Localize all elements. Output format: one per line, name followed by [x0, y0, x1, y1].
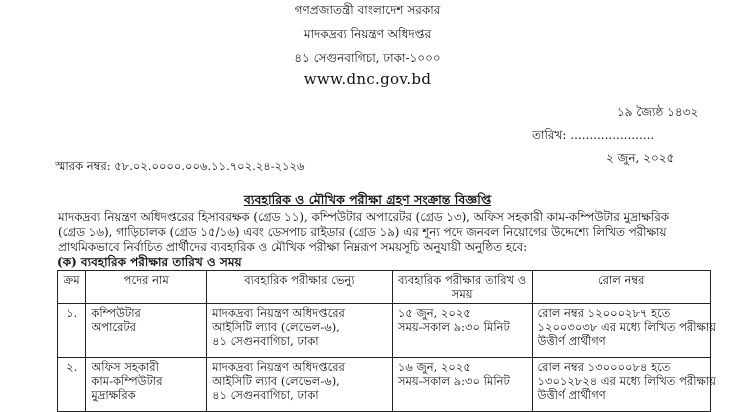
venue-line: আইসিটি ল্যাব (লেভেল-৬), — [212, 320, 340, 334]
roll-cell — [532, 304, 716, 358]
roll-line: রোল নম্বর ১৩০০০০৮৪ হতে — [537, 360, 671, 374]
roll-line: উত্তীর্ণ প্রার্থীগণ — [537, 388, 606, 402]
venue-line: মাদকদ্রব্য নিয়ন্ত্রণ অধিদপ্তরের — [212, 306, 345, 320]
header-date-time: ব্যবহারিক পরীক্ষার তারিখ ও সময় — [392, 271, 532, 304]
header-venue: ব্যবহারিক পরীক্ষার ভেন্যু — [207, 271, 393, 304]
post-line: অফিস সহকারী — [91, 360, 159, 374]
post-cell — [86, 358, 207, 412]
bangla-date: ১৯ জ্যৈষ্ঠ ১৪৩২ — [617, 105, 699, 119]
table-row — [58, 304, 711, 358]
post-line: মুদ্রাক্ষরিক — [91, 388, 136, 402]
roll-line: ১৩০১২৮২৪ এর মধ্যে লিখিত পরীক্ষায় — [537, 374, 716, 388]
roll-line: উত্তীর্ণ প্রার্থীগণ — [537, 334, 606, 348]
body-line-1: মাদকদ্রব্য নিয়ন্ত্রণ অধিদপ্তরের হিসাবরক্ষক (গ্রেড ১১), কম্পিউটার অপারেটর (গ্রেড ১৩), অফিস সহকারী কাম-কম্পিউটার মুদ্রাক্ষরিক — [58, 210, 669, 224]
roll-line: রোল নম্বর ১২০০০২৮৭ হতে — [537, 306, 671, 320]
english-date: ২ জুন, ২০২৫ — [606, 151, 675, 165]
time-line: সময়-সকাল ৯:৩০ মিনিট — [397, 374, 510, 388]
roll-line: ১২০০৩০৩৮ এর মধ্যে লিখিত পরীক্ষায় — [537, 320, 716, 334]
venue-cell — [207, 304, 393, 358]
notice-title: ব্যবহারিক ও মৌখিক পরীক্ষা গ্রহণ সংক্রান্ত বিজ্ঞপ্তি — [243, 192, 492, 207]
header-serial: ক্রম — [58, 271, 86, 304]
post-line: কম্পিউটার — [91, 306, 141, 320]
post-line: অপারেটর — [91, 320, 136, 334]
serial-cell: ২. — [58, 358, 86, 412]
office-address: ৪১ সেগুনবাগিচা, ঢাকা-১০০০ — [294, 51, 441, 65]
date-label: তারিখ: — [532, 128, 567, 142]
date-row — [532, 127, 654, 147]
venue-line: ৪১ সেগুনবাগিচা, ঢাকা — [212, 388, 319, 402]
serial-cell: ১. — [58, 304, 86, 358]
date-dotted-line: ...................... — [570, 128, 655, 142]
header-roll: রোল নম্বর — [532, 271, 711, 304]
date-time-cell — [392, 358, 532, 412]
time-line: সময়-সকাল ৯:৩০ মিনিট — [397, 320, 510, 334]
roll-cell — [532, 358, 716, 412]
website-link[interactable]: www.dnc.gov.bd — [303, 70, 432, 88]
header-post: পদের নাম — [86, 271, 207, 304]
venue-line: ৪১ সেগুনবাগিচা, ঢাকা — [212, 334, 319, 348]
venue-line: আইসিটি ল্যাব (লেভেল-৬), — [212, 374, 340, 388]
table-header-row — [58, 271, 711, 304]
date-time-cell — [392, 304, 532, 358]
schedule-table — [57, 270, 716, 412]
table-row — [58, 358, 711, 412]
venue-cell — [207, 358, 393, 412]
date-line: ১৬ জুন, ২০২৫ — [397, 360, 471, 374]
post-line: কাম-কম্পিউটার — [91, 374, 163, 388]
post-cell — [86, 304, 207, 358]
body-line-2: (গ্রেড ১৬), গাড়িচালক (গ্রেড ১৫/১৬) এবং ডেসপাচ রাইডার (গ্রেড ১৯) এর শূন্য পদে জনবল নিয়োগের উদ্দেশ্যে লিখিত পরীক্ষায় — [58, 225, 667, 239]
memo-number: স্মারক নম্বর: ৫৮.০২.০০০০.০০৬.১১.৭০২.২৪-২১২৬ — [55, 159, 305, 173]
date-line: ১৫ জুন, ২০২৫ — [397, 306, 471, 320]
venue-line: মাদকদ্রব্য নিয়ন্ত্রণ অধিদপ্তরের — [212, 360, 345, 374]
department-name: মাদকদ্রব্য নিয়ন্ত্রণ অধিদপ্তর — [303, 27, 432, 41]
govt-name: গণপ্রজাতন্ত্রী বাংলাদেশ সরকার — [294, 3, 441, 17]
body-line-3: প্রাথমিকভাবে নির্বাচিত প্রার্থীদের ব্যবহারিক ও মৌখিক পরীক্ষা নিম্নরূপ সময়সূচি অনুযায়ী অনুষ্ঠিত হবে: — [58, 240, 528, 254]
section-heading: (ক) ব্যবহারিক পরীক্ষার তারিখ ও সময় — [57, 255, 242, 269]
